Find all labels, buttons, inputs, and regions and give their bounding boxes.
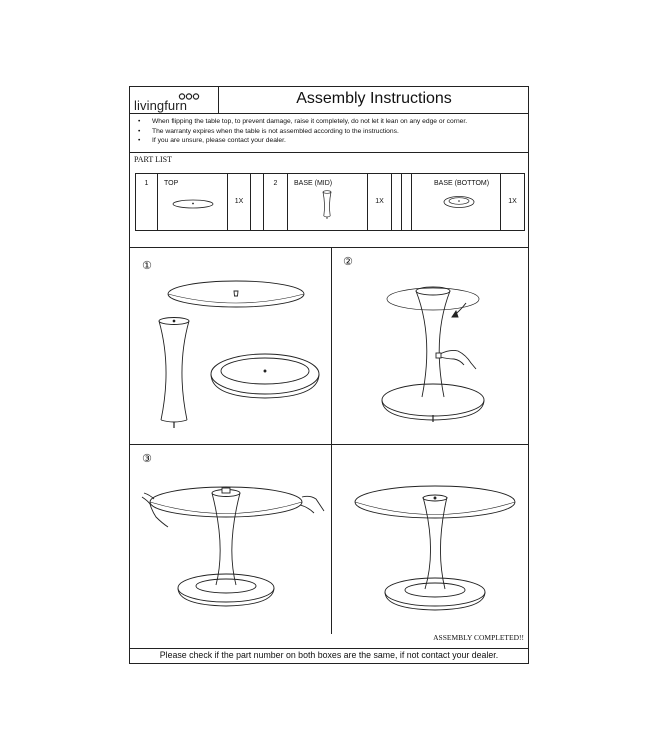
assembled-table-illustration (345, 467, 525, 627)
part-name: BASE (BOTTOM) (434, 180, 490, 187)
part-cell-base-mid (288, 174, 368, 230)
spacer-cell (402, 174, 412, 230)
part-cell-top (158, 174, 228, 230)
bullet-icon: • (138, 137, 141, 145)
spacer-cell (392, 174, 402, 230)
panel-divider (331, 247, 332, 634)
bullet-icon: • (138, 118, 141, 125)
base-plate-icon (442, 194, 476, 210)
part-cell-base-bottom (412, 174, 501, 230)
part-name: BASE (MID) (294, 180, 333, 187)
hand-icon (142, 497, 168, 527)
brand-logo (134, 92, 214, 114)
divider (130, 444, 528, 445)
step-2-illustration (370, 267, 515, 427)
part-number: 2 (273, 180, 278, 187)
note-item (134, 136, 526, 146)
divider (130, 152, 528, 153)
step-marker-1: ① (142, 259, 152, 272)
step-marker-2: ② (343, 255, 353, 268)
note-text: The warranty expires when the table is not assembled according to the instructions. (152, 127, 399, 135)
instruction-sheet (129, 86, 529, 664)
step-marker-3: ③ (142, 452, 152, 465)
note-item (134, 127, 526, 137)
completion-label: ASSEMBLY COMPLETED!! (433, 633, 524, 642)
pedestal-icon (159, 318, 189, 429)
part-qty: 1X (508, 198, 517, 205)
header-divider (218, 87, 219, 113)
divider (130, 648, 528, 649)
divider (130, 247, 528, 248)
bullet-icon: • (138, 127, 141, 135)
hand-icon (440, 350, 476, 369)
part-qty: 1X (234, 198, 244, 205)
notes-list (134, 117, 526, 146)
spacer-cell (251, 174, 264, 230)
hand-icon (302, 496, 324, 511)
glass-top-icon (168, 281, 304, 307)
pedestal-icon (416, 291, 450, 397)
step-3-illustration (140, 467, 325, 627)
base-plate-icon (211, 354, 319, 398)
qty-cell (368, 174, 392, 230)
note-text: When flipping the table top, to prevent damage, raise it completely, do not let it lean on any edge or corner. (152, 118, 468, 125)
divider (130, 113, 528, 114)
part-number-cell (264, 174, 288, 230)
arrow-icon (452, 311, 458, 317)
qty-cell (501, 174, 524, 230)
brand-name: livingfurn (134, 98, 188, 113)
part-list-table (135, 173, 525, 231)
part-name: TOP (164, 180, 179, 187)
step-1-illustration (150, 272, 325, 432)
glass-top-icon (171, 198, 215, 210)
qty-cell (228, 174, 251, 230)
page-title: Assembly Instructions (296, 90, 452, 107)
part-list-label: PART LIST (134, 155, 172, 164)
part-number-cell (136, 174, 158, 230)
pedestal-icon (322, 190, 332, 220)
footer-note: Please check if the part number on both boxes are the same, if not contact your dealer. (159, 650, 499, 660)
part-number: 1 (144, 180, 149, 187)
part-qty: 1X (375, 198, 384, 205)
note-item (134, 117, 526, 127)
note-text: If you are unsure, please contact your dealer. (152, 137, 286, 145)
